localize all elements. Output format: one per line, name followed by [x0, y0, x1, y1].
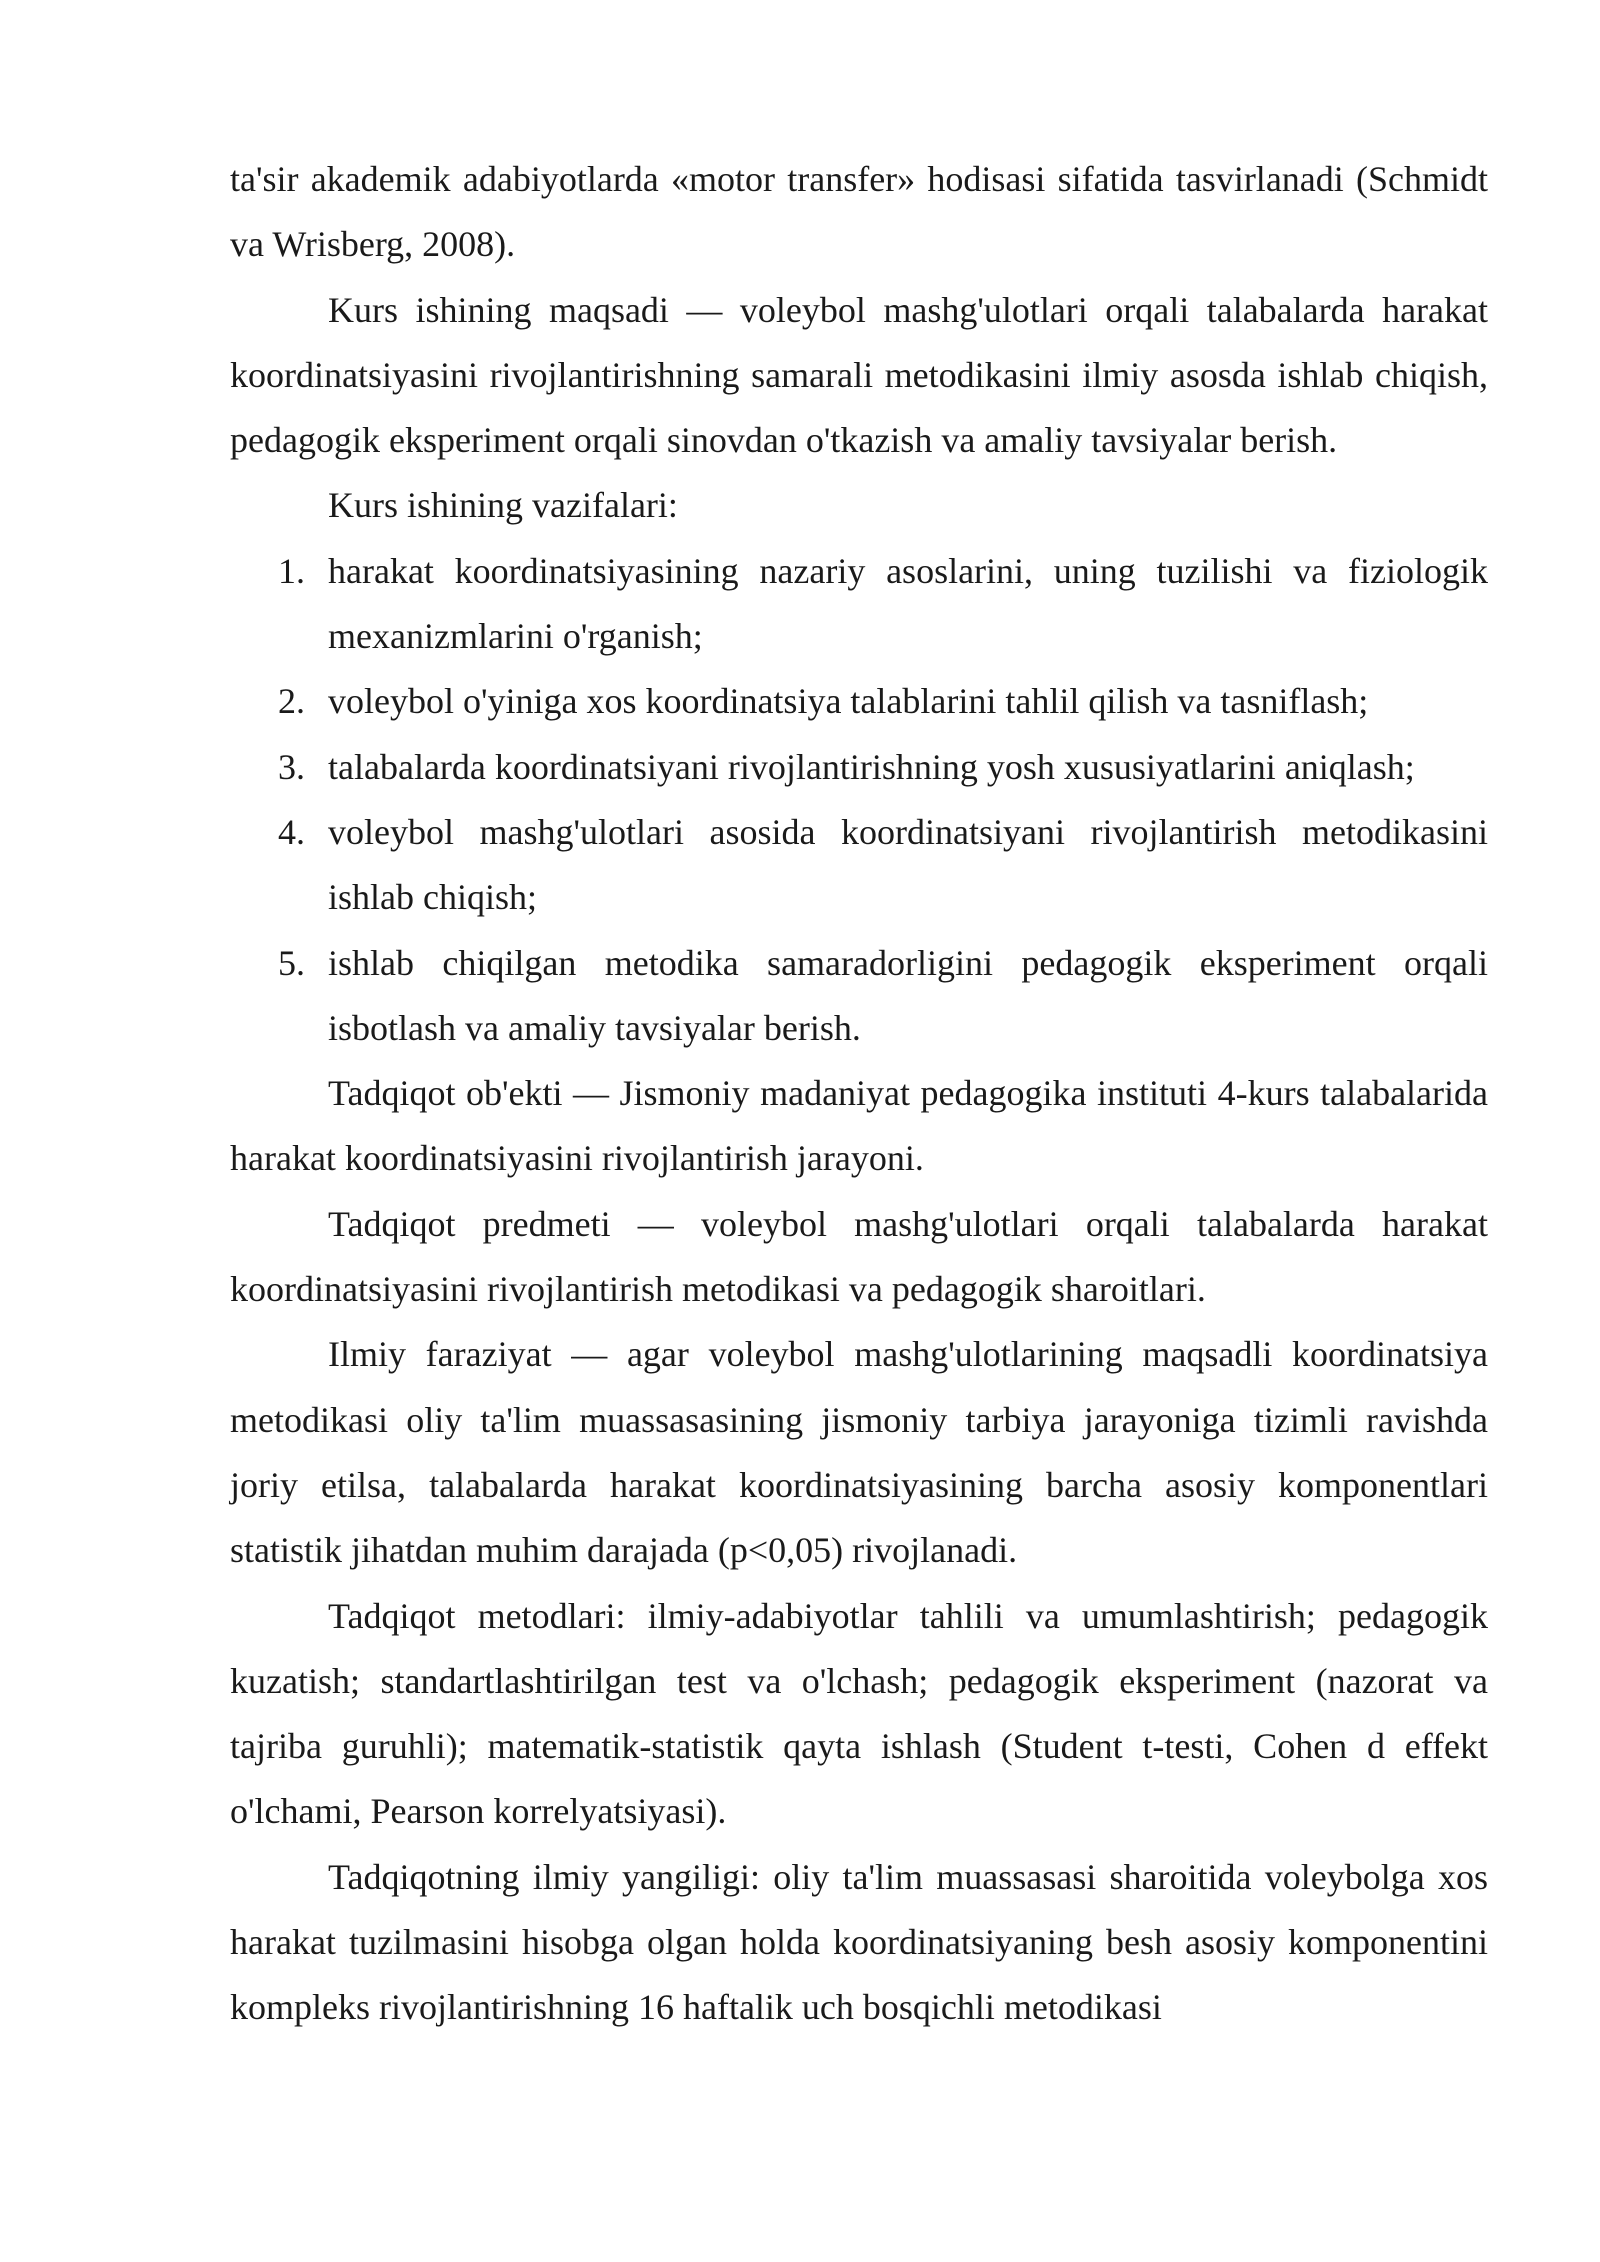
list-item-text: voleybol o'yiniga xos koordinatsiya talablarini tahlil qilish va tasniflash;	[328, 681, 1369, 722]
list-item-number: 4.	[278, 811, 305, 852]
list-item	[230, 735, 1488, 800]
paragraph-research-subject: Tadqiqot predmeti — voleybol mashg'ulotlari orqali talabalarda harakat koordinatsiyasini rivojlantirish metodikasi va pedagogik sharoitlari.	[230, 1203, 1488, 1310]
paragraph-motor-transfer: ta'sir akademik adabiyotlarda «motor transfer» hodisasi sifatida tasvirlanadi (Schmidt va Wrisberg, 2008).	[230, 159, 1488, 265]
paragraph-hypothesis: Ilmiy faraziyat — agar voleybol mashg'ulotlarining maqsadli koordinatsiya metodikasi oliy ta'lim muassasasining jismoniy tarbiya jarayoniga tizimli ravishda joriy etilsa, talabalarda harakat koordinatsiyasining barcha asosiy komponentlari statistik jihatdan muhim darajada (p<0,05) rivojlanadi.	[230, 1334, 1488, 1571]
list-item	[230, 800, 1488, 931]
list-item-number: 1.	[278, 550, 305, 591]
list-item-number: 3.	[278, 746, 305, 787]
paragraph-methods: Tadqiqot metodlari: ilmiy-adabiyotlar tahlili va umumlashtirish; pedagogik kuzatish; standartlashtirilgan test va o'lchash; pedagogik eksperiment (nazorat va tajriba guruhli); matematik-statistik qayta ishlash (Student t-testi, Cohen d effekt o'lchami, Pearson korrelyatsiyasi).	[230, 1595, 1488, 1832]
list-item-text: harakat koordinatsiyasining nazariy asoslarini, uning tuzilishi va fiziologik mexanizmlarini o'rganish;	[328, 550, 1488, 657]
list-item-text: voleybol mashg'ulotlari asosida koordinatsiyani rivojlantirish metodikasini ishlab chiqish;	[328, 811, 1488, 918]
list-item	[230, 669, 1488, 734]
paragraph-goal: Kurs ishining maqsadi — voleybol mashg'ulotlari orqali talabalarda harakat koordinatsiyasini rivojlantirishning samarali metodikasini ilmiy asosda ishlab chiqish, pedagogik eksperiment orqali sinovdan o'tkazish va amaliy tavsiyalar berish.	[230, 289, 1488, 461]
paragraph-tasks-heading: Kurs ishining vazifalari:	[328, 485, 678, 526]
paragraph-research-object: Tadqiqot ob'ekti — Jismoniy madaniyat pedagogika instituti 4-kurs talabalarida harakat koordinatsiyasini rivojlantirish jarayoni.	[230, 1073, 1488, 1179]
list-item	[230, 539, 1488, 670]
list-item-number: 5.	[278, 942, 305, 983]
document-page	[230, 147, 1488, 2041]
paragraph-novelty: Tadqiqotning ilmiy yangiligi: oliy ta'lim muassasasi sharoitida voleybolga xos harakat tuzilmasini hisobga olgan holda koordinatsiyaning besh asosiy komponentini kompleks rivojlantirishning 16 haftalik uch bosqichli metodikasi	[230, 1856, 1488, 2028]
list-item-text: ishlab chiqilgan metodika samaradorligini pedagogik eksperiment orqali isbotlash va amaliy tavsiyalar berish.	[328, 942, 1488, 1048]
tasks-list	[230, 539, 1488, 1061]
list-item-number: 2.	[278, 681, 305, 722]
list-item-text: talabalarda koordinatsiyani rivojlantirishning yosh xususiyatlarini aniqlash;	[328, 746, 1415, 787]
list-item	[230, 931, 1488, 1062]
